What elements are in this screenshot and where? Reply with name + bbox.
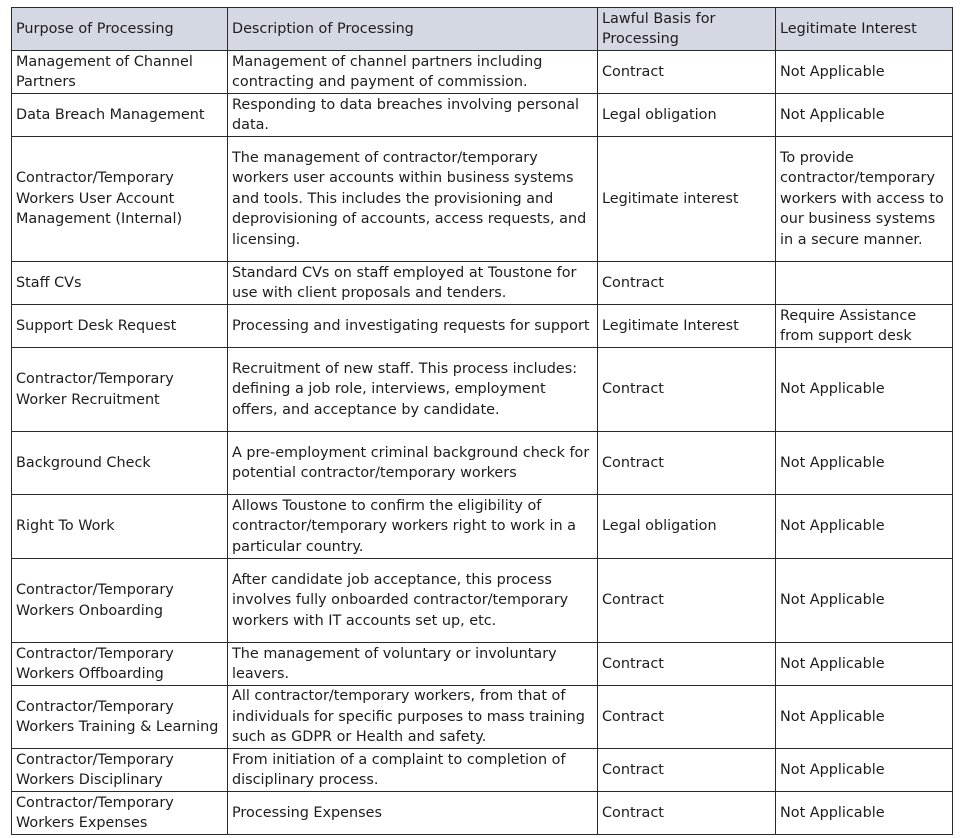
purpose-cell: Data Breach Management (12, 94, 228, 137)
legitimate-interest-cell: Not Applicable (776, 559, 953, 643)
lawful-basis-cell: Contract (598, 432, 776, 495)
processing-table (11, 7, 953, 835)
purpose-cell: Right To Work (12, 495, 228, 559)
legitimate-interest-cell: Not Applicable (776, 643, 953, 686)
lawful-basis-cell: Contract (598, 749, 776, 792)
purpose-cell: Support Desk Request (12, 305, 228, 348)
purpose-cell: Contractor/Temporary Workers Training & Learning (12, 686, 228, 749)
table-row (12, 686, 953, 749)
purpose-cell: Contractor/Temporary Workers Offboarding (12, 643, 228, 686)
legitimate-interest-cell: Not Applicable (776, 51, 953, 94)
purpose-cell: Contractor/Temporary Worker Recruitment (12, 348, 228, 432)
legitimate-interest-cell: To provide contractor/temporary workers with access to our business systems in a secure manner. (776, 137, 953, 262)
header-legitimate-interest: Legitimate Interest (776, 8, 953, 51)
table-row (12, 792, 953, 835)
table-row (12, 495, 953, 559)
table-row (12, 559, 953, 643)
description-cell: Responding to data breaches involving personal data. (228, 94, 598, 137)
description-cell: Recruitment of new staff. This process includes: defining a job role, interviews, employment offers, and acceptance by candidate. (228, 348, 598, 432)
legitimate-interest-cell: Require Assistance from support desk (776, 305, 953, 348)
description-cell: The management of contractor/temporary workers user accounts within business systems and tools. This includes the provisioning and deprovisioning of accounts, access requests, and licensing. (228, 137, 598, 262)
description-cell: The management of voluntary or involuntary leavers. (228, 643, 598, 686)
lawful-basis-cell: Contract (598, 559, 776, 643)
legitimate-interest-cell: Not Applicable (776, 432, 953, 495)
legitimate-interest-cell: Not Applicable (776, 94, 953, 137)
legitimate-interest-cell: Not Applicable (776, 686, 953, 749)
table-row (12, 643, 953, 686)
table-row (12, 305, 953, 348)
lawful-basis-cell: Contract (598, 262, 776, 305)
description-cell: Processing and investigating requests for support (228, 305, 598, 348)
description-cell: All contractor/temporary workers, from that of individuals for specific purposes to mass training such as GDPR or Health and safety. (228, 686, 598, 749)
lawful-basis-cell: Legitimate interest (598, 137, 776, 262)
purpose-cell: Contractor/Temporary Workers Onboarding (12, 559, 228, 643)
lawful-basis-cell: Contract (598, 792, 776, 835)
purpose-cell: Contractor/Temporary Workers Disciplinary (12, 749, 228, 792)
description-cell: Processing Expenses (228, 792, 598, 835)
table-row (12, 51, 953, 94)
lawful-basis-cell: Legal obligation (598, 495, 776, 559)
description-cell: From initiation of a complaint to completion of disciplinary process. (228, 749, 598, 792)
header-lawful-basis: Lawful Basis for Processing (598, 8, 776, 51)
lawful-basis-cell: Contract (598, 51, 776, 94)
table-row (12, 348, 953, 432)
lawful-basis-cell: Contract (598, 643, 776, 686)
table-row (12, 94, 953, 137)
lawful-basis-cell: Contract (598, 348, 776, 432)
legitimate-interest-cell: Not Applicable (776, 348, 953, 432)
header-purpose: Purpose of Processing (12, 8, 228, 51)
legitimate-interest-cell (776, 262, 953, 305)
purpose-cell: Management of Channel Partners (12, 51, 228, 94)
table-row (12, 432, 953, 495)
lawful-basis-cell: Contract (598, 686, 776, 749)
legitimate-interest-cell: Not Applicable (776, 749, 953, 792)
description-cell: A pre-employment criminal background check for potential contractor/temporary workers (228, 432, 598, 495)
lawful-basis-cell: Legitimate Interest (598, 305, 776, 348)
description-cell: Allows Toustone to confirm the eligibility of contractor/temporary workers right to work in a particular country. (228, 495, 598, 559)
header-description: Description of Processing (228, 8, 598, 51)
purpose-cell: Contractor/Temporary Workers Expenses (12, 792, 228, 835)
lawful-basis-cell: Legal obligation (598, 94, 776, 137)
purpose-cell: Contractor/Temporary Workers User Account Management (Internal) (12, 137, 228, 262)
table-row (12, 137, 953, 262)
description-cell: Management of channel partners including contracting and payment of commission. (228, 51, 598, 94)
description-cell: After candidate job acceptance, this process involves fully onboarded contractor/temporary workers with IT accounts set up, etc. (228, 559, 598, 643)
table-row (12, 749, 953, 792)
legitimate-interest-cell: Not Applicable (776, 792, 953, 835)
purpose-cell: Staff CVs (12, 262, 228, 305)
header-row (12, 8, 953, 51)
description-cell: Standard CVs on staff employed at Toustone for use with client proposals and tenders. (228, 262, 598, 305)
table-row (12, 262, 953, 305)
purpose-cell: Background Check (12, 432, 228, 495)
legitimate-interest-cell: Not Applicable (776, 495, 953, 559)
